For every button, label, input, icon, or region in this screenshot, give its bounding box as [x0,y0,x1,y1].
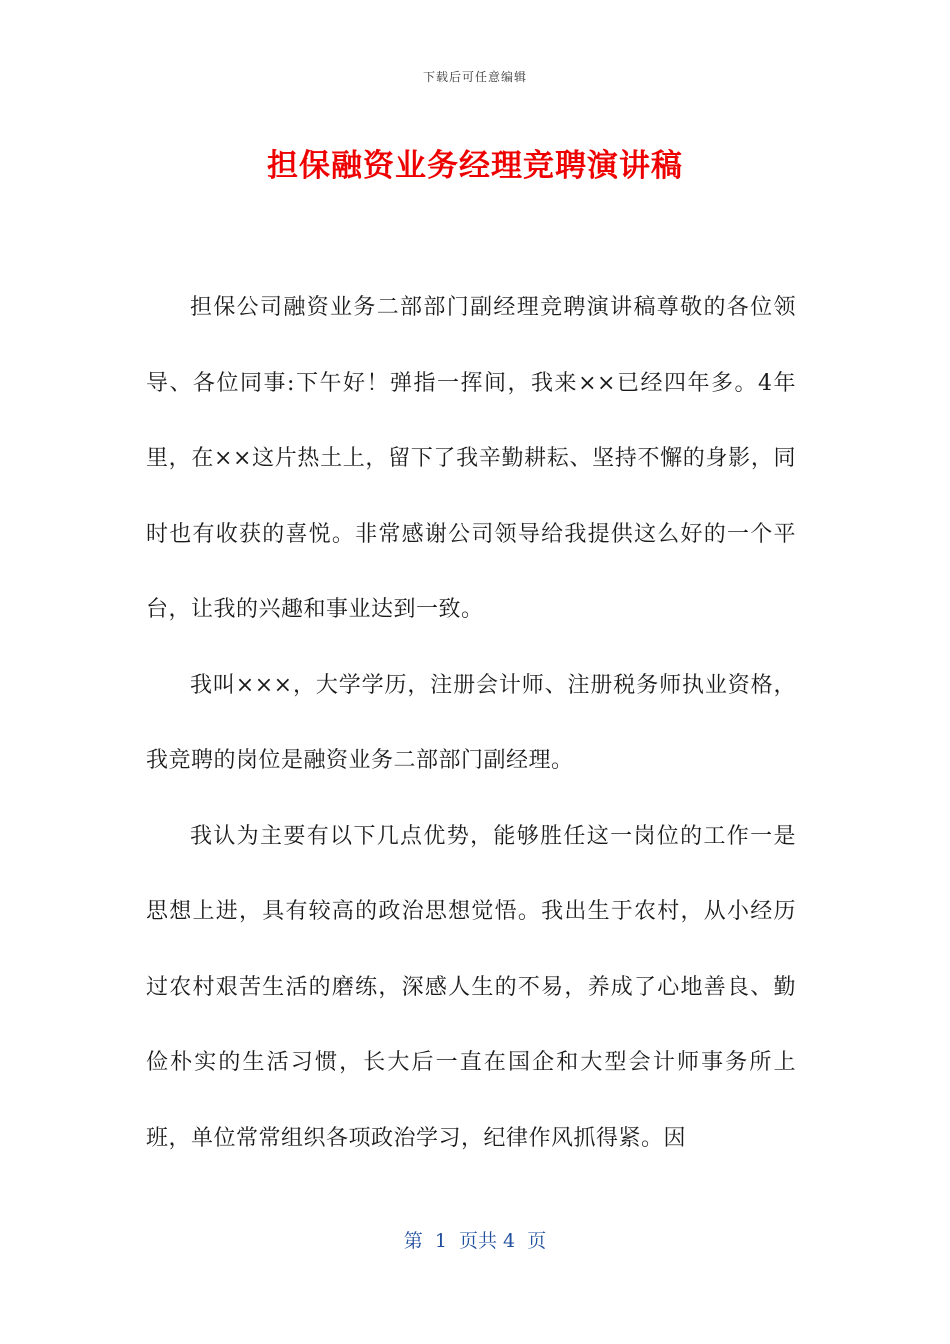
paragraph: 我认为主要有以下几点优势，能够胜任这一岗位的工作一是思想上进，具有较高的政治思想觉悟。我出生于农村，从小经历过农村艰苦生活的磨练，深感人生的不易，养成了心地善良、勤俭朴实的生活习惯，长大后一直在国企和大型会计师事务所上班，单位常常组织各项政治学习，纪律作风抓得紧。因 [146,823,796,1151]
header-note: 下载后可任意编辑 [422,70,527,84]
document-body [146,270,796,1176]
paragraph: 我叫×××，大学学历，注册会计师、注册税务师执业资格，我竞聘的岗位是融资业务二部部门副经理。 [146,672,796,773]
paragraph: 担保公司融资业务二部部门副经理竞聘演讲稿尊敬的各位领导、各位同事:下午好！弹指一挥间，我来××已经四年多。4年里，在××这片热土上，留下了我辛勤耕耘、坚持不懈的身影，同时也有收获的喜悦。非常感谢公司领导给我提供这么好的一个平台，让我的兴趣和事业达到一致。 [146,295,796,622]
page-number-footer: 第 1 页共 4 页 [403,1230,547,1252]
document-title: 担保融资业务经理竞聘演讲稿 [267,148,683,184]
